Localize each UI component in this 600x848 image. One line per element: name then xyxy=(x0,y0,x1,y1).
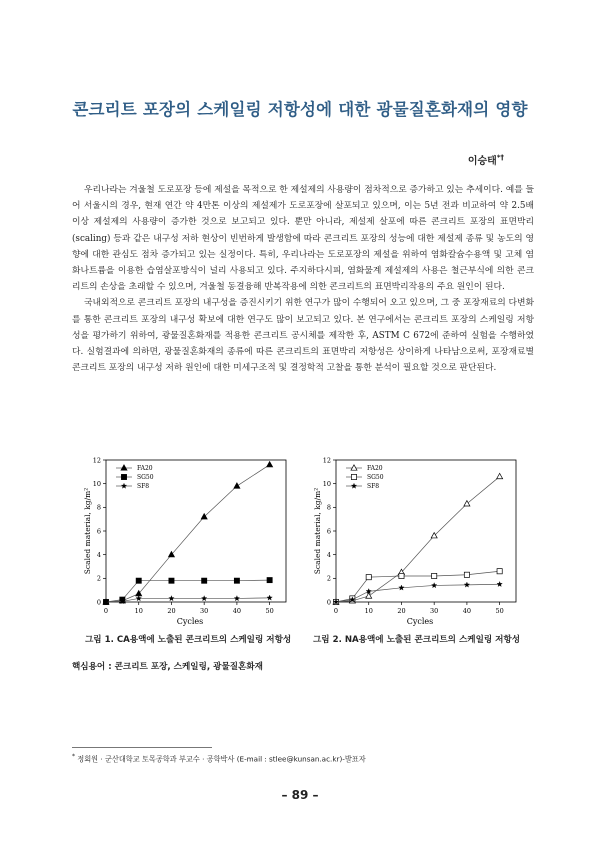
page-number: – 89 – xyxy=(281,788,319,802)
x-tick-label: 10 xyxy=(134,607,143,615)
data-point-sg50 xyxy=(366,575,371,580)
data-point-sg50 xyxy=(497,569,502,574)
y-tick-label: 4 xyxy=(326,550,331,559)
author-name xyxy=(468,152,504,167)
data-point-sf8 xyxy=(234,596,239,601)
paragraph-2: 국내외적으로 콘크리트 포장의 내구성을 증진시키기 위한 연구가 많이 수행되어 오고 있으며, 그 중 포장재료의 다변화를 통한 콘크리트 포장의 내구성 확보에 대한 연구도 많이 보고되고 있다. 본 연구에서는 콘크리트 포장의 스케일링 저항성을 평가하기 위하여, 광물질혼화재를 적용한 콘크리트 공시체를 제작한 후, ASTM C 672에 준하여 실험을 수행하였다. 실험결과에 의하면, 광물질혼화재의 종류에 따른 콘크리트의 표면박리 저항성은 상이하게 나타남으로써, 포장재료별 콘크리트 포장의 내구성 저하 원인에 대한 미세구조적 및 결정학적 고찰을 통한 분석이 필요할 것으로 판단된다. xyxy=(72,298,534,374)
x-axis-label: Cycles xyxy=(176,617,204,626)
series-line-sf8 xyxy=(336,584,500,602)
footnote xyxy=(72,753,366,764)
figure-2 xyxy=(312,452,522,631)
legend-label-sg50: SG50 xyxy=(367,474,384,482)
figure-1-caption: 그림 1. CA용액에 노출된 콘크리트의 스케일링 저항성 xyxy=(85,635,292,645)
data-point-fa20 xyxy=(497,473,503,478)
legend-label-sg50: SG50 xyxy=(137,474,154,482)
data-point-sg50 xyxy=(464,572,469,577)
keywords: 핵심용어 : 콘크리트 포장, 스케일링, 광물질혼화재 xyxy=(72,662,263,672)
x-tick-label: 0 xyxy=(103,607,109,615)
x-tick-label: 0 xyxy=(333,607,339,615)
y-axis-label: Scaled material, kg/m² xyxy=(83,487,92,575)
legend-marker-fa20 xyxy=(351,465,357,470)
legend-label-fa20: FA20 xyxy=(367,465,383,473)
x-tick-label: 30 xyxy=(200,607,209,615)
data-point-fa20 xyxy=(267,462,273,467)
y-tick-label: 12 xyxy=(322,456,331,465)
x-tick-label: 50 xyxy=(495,607,504,615)
data-point-sf8 xyxy=(169,596,174,601)
footnote-text: 정회원 · 군산대학교 토목공학과 부교수 · 공학박사 (E-mail : stlee@kunsan.ac.kr)-발표자 xyxy=(77,754,366,764)
legend-marker-sf8 xyxy=(351,483,356,488)
x-tick-label: 20 xyxy=(167,607,176,615)
data-point-sf8 xyxy=(267,595,272,600)
paragraph-1: 우리나라는 겨울철 도로포장 등에 제설을 목적으로 한 제설제의 사용량이 점차적으로 증가하고 있는 추세이다. 예를 들어 서울시의 경우, 현재 연간 약 4만톤 이상의 제설제가 도로포장에 살포되고 있으며, 이는 5년 전과 비교하여 약 2.5배 이상 제설제의 사용량이 증가한 것으로 보고되고 있다. 뿐만 아니라, 제설제 살포에 따른 콘크리트 포장의 표면박리(scaling) 등과 같은 내구성 저하 현상이 빈번하게 발생함에 따라 콘크리트 포장의 성능에 대한 제설제 종류 및 농도의 영향에 대한 관심도 점차 증가되고 있는 실정이다. 특히, 우리나라는 도로포장의 제설을 위하여 염화칼슘수용액 및 고체 염화나트륨을 이용한 습염살포방식이 널리 사용되고 있다. 주지하다시피, 염화물계 제설제의 사용은 철근부식에 의한 콘크리트의 손상을 초래할 수 있으며, 겨울철 동결융해 반복작용에 의한 콘크리트의 표면박리작용의 주요 원인이 된다. xyxy=(72,185,534,293)
y-tick-label: 2 xyxy=(326,574,331,583)
legend-marker-sf8 xyxy=(121,483,126,488)
data-point-sg50 xyxy=(169,578,174,583)
y-tick-label: 12 xyxy=(92,456,101,465)
data-point-sg50 xyxy=(432,573,437,578)
data-point-sg50 xyxy=(202,578,207,583)
y-tick-label: 6 xyxy=(326,527,331,536)
legend-marker-sg50 xyxy=(121,474,126,479)
paper-title: 콘크리트 포장의 스케일링 저항성에 대한 광물질혼화재의 영향 xyxy=(72,100,528,119)
y-tick-label: 6 xyxy=(96,527,101,536)
y-tick-label: 0 xyxy=(326,598,331,607)
data-point-sg50 xyxy=(399,573,404,578)
x-tick-label: 50 xyxy=(265,607,274,615)
figure-1 xyxy=(82,452,292,631)
series-line-sf8 xyxy=(106,598,270,602)
legend-label-fa20: FA20 xyxy=(137,465,153,473)
y-tick-label: 10 xyxy=(92,479,101,488)
data-point-sg50 xyxy=(136,578,141,583)
legend-label-sf8: SF8 xyxy=(137,483,150,491)
x-tick-label: 40 xyxy=(232,607,242,615)
data-point-sf8 xyxy=(202,596,207,601)
y-tick-label: 8 xyxy=(96,503,101,512)
y-tick-label: 2 xyxy=(96,574,101,583)
data-point-fa20 xyxy=(464,501,470,506)
author-mark: *† xyxy=(496,153,504,162)
data-point-sg50 xyxy=(267,578,272,583)
data-point-sf8 xyxy=(497,581,502,586)
data-point-fa20 xyxy=(234,483,240,488)
y-tick-label: 10 xyxy=(322,479,331,488)
footnote-mark: * xyxy=(72,753,75,760)
chart-1 xyxy=(82,452,292,627)
series-line-fa20 xyxy=(336,477,500,602)
body-text xyxy=(72,182,534,376)
legend-marker-fa20 xyxy=(121,465,127,470)
x-tick-label: 40 xyxy=(462,607,472,615)
legend-label-sf8: SF8 xyxy=(367,483,380,491)
data-point-sg50 xyxy=(234,578,239,583)
plot-frame xyxy=(336,460,516,602)
data-point-sf8 xyxy=(464,582,469,587)
x-tick-label: 30 xyxy=(430,607,439,615)
data-point-sf8 xyxy=(432,583,437,588)
y-tick-label: 8 xyxy=(326,503,331,512)
chart-2 xyxy=(312,452,522,627)
figure-2-caption: 그림 2. NA용액에 노출된 콘크리트의 스케일링 저항성 xyxy=(313,635,521,645)
author-text: 이승태 xyxy=(467,156,497,167)
footnote-divider xyxy=(72,747,212,748)
x-tick-label: 10 xyxy=(364,607,373,615)
y-tick-label: 0 xyxy=(96,598,101,607)
data-point-sf8 xyxy=(399,585,404,590)
data-point-fa20 xyxy=(366,593,372,598)
y-tick-label: 4 xyxy=(96,550,101,559)
x-tick-label: 20 xyxy=(397,607,406,615)
data-point-sf8 xyxy=(136,596,141,601)
x-axis-label: Cycles xyxy=(406,617,434,626)
y-axis-label: Scaled material, kg/m² xyxy=(313,487,322,575)
legend-marker-sg50 xyxy=(351,474,356,479)
series-line-fa20 xyxy=(106,465,270,602)
